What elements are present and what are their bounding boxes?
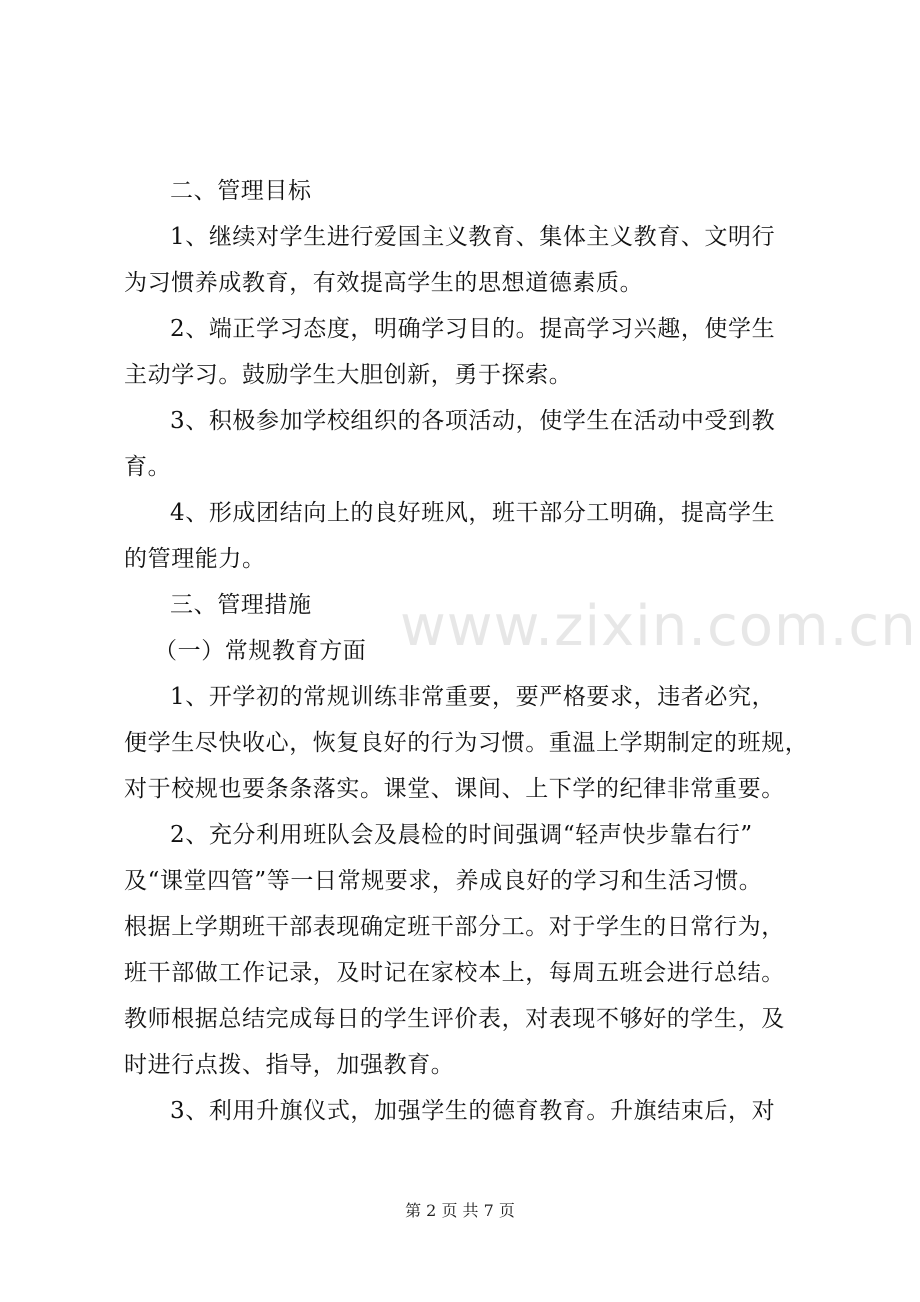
paragraph-line: 时进行点拨、指导，加强教育。 bbox=[124, 1052, 455, 1078]
paragraph-line: 为习惯养成教育，有效提高学生的思想道德素质。 bbox=[124, 270, 644, 296]
paragraph-line: 教师根据总结完成每日的学生评价表，对表现不够好的学生，及 bbox=[124, 1006, 785, 1032]
paragraph-line: 1、继续对学生进行爱国主义教育、集体主义教育、文明行 bbox=[170, 224, 776, 250]
paragraph-line: 3、利用升旗仪式，加强学生的德育教育。升旗结束后，对 bbox=[170, 1098, 776, 1124]
document-body bbox=[124, 168, 814, 1134]
paragraph-line: 对于校规也要条条落实。课堂、课间、上下学的纪律非常重要。 bbox=[124, 776, 785, 802]
paragraph-line: 育。 bbox=[124, 454, 172, 480]
paragraph-line: 班干部做工作记录，及时记在家校本上，每周五班会进行总结。 bbox=[124, 960, 785, 986]
paragraph-line: 3、积极参加学校组织的各项活动，使学生在活动中受到教 bbox=[170, 408, 776, 434]
section-heading-management-goals: 二、管理目标 bbox=[170, 178, 312, 204]
paragraph-line: 2、端正学习态度，明确学习目的。提高学习兴趣，使学生 bbox=[170, 316, 776, 342]
page-footer: 第 2 页 共 7 页 bbox=[405, 1201, 515, 1220]
paragraph-line: 根据上学期班干部表现确定班干部分工。对于学生的日常行为， bbox=[124, 914, 785, 940]
paragraph-line: 主动学习。鼓励学生大胆创新，勇于探索。 bbox=[124, 362, 573, 388]
section-heading-management-measures: 三、管理措施 bbox=[170, 592, 312, 618]
paragraph-line: 2、充分利用班队会及晨检的时间强调“轻声快步靠右行” bbox=[170, 822, 753, 848]
watermark: www.zixin.com.cn bbox=[400, 594, 917, 659]
subsection-heading-routine-education: （一）常规教育方面 bbox=[154, 638, 367, 664]
paragraph-line: 便学生尽快收心，恢复良好的行为习惯。重温上学期制定的班规， bbox=[124, 730, 809, 756]
paragraph-line: 1、开学初的常规训练非常重要，要严格要求，违者必究， bbox=[170, 684, 776, 710]
paragraph-line: 及“课堂四管”等一日常规要求，养成良好的学习和生活习惯。 bbox=[124, 868, 763, 894]
paragraph-line: 4、形成团结向上的良好班风，班干部分工明确，提高学生 bbox=[170, 500, 776, 526]
paragraph-line: 的管理能力。 bbox=[124, 546, 266, 572]
